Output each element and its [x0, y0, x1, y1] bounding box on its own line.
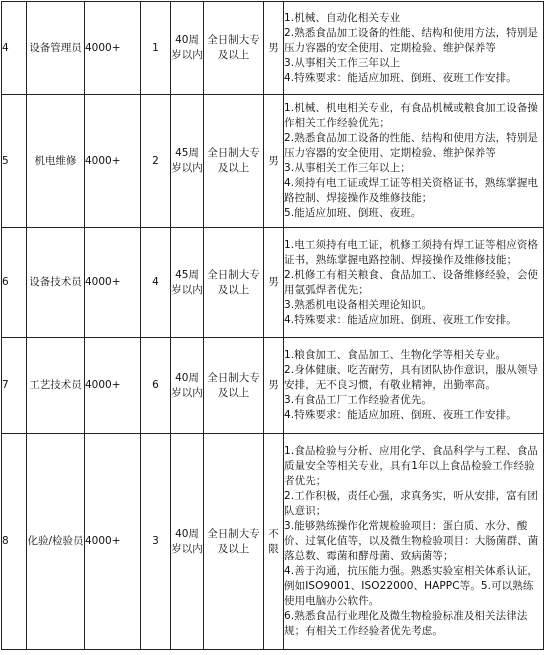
job-requirements-table	[1, 1, 544, 650]
gender: 男	[264, 228, 284, 338]
requirement-item: 1.机械、机电相关专业，有食品机械或粮食加工设备操作相关工作经验优先；	[284, 102, 539, 129]
requirement-item: 4.特殊要求：能适应加班、倒班、夜班工作安排。	[284, 313, 517, 326]
row-number: 7	[2, 338, 27, 434]
table-body	[2, 2, 544, 650]
requirement-item: 1.机械、自动化相关专业	[284, 11, 401, 24]
gender: 不限	[264, 434, 284, 650]
requirement-item: 4.特殊要求：能适应加班、倒班、夜班工作安排。	[284, 71, 517, 84]
requirement-item: 1.食品检验与分析、应用化学、食品科学与工程、食品质量安全等相关专业，具有1年以上食品检验工作经验者优先；	[284, 445, 539, 487]
salary: 4000+	[85, 2, 141, 95]
table-row	[2, 95, 544, 228]
requirements	[284, 434, 544, 650]
gender: 男	[264, 338, 284, 434]
requirements	[284, 228, 544, 338]
gender: 男	[264, 2, 284, 95]
salary: 4000+	[85, 95, 141, 228]
requirements	[284, 2, 544, 95]
education: 全日制大专及以上	[204, 95, 264, 228]
requirement-item: 3.能够熟练操作化常规检验项目：蛋白质、水分、酸价、过氧化值等，以及微生物检验项目：大肠菌群、菌落总数、霉菌和酵母菌、致病菌等；	[284, 520, 539, 562]
requirements	[284, 338, 544, 434]
table-row	[2, 228, 544, 338]
requirement-item: 1.粮食加工、食品加工、生物化学等相关专业。	[284, 349, 507, 361]
position-name: 化验/检验员	[27, 434, 85, 650]
table-row	[2, 2, 544, 95]
requirement-item: 3.熟悉机电设备相关理论知识。	[284, 298, 433, 311]
table-row	[2, 338, 544, 434]
requirement-item: 4.善于沟通，抗压能力强。熟悉实验室相关体系认证，例如ISO9001、ISO22000、HAPPC等。5.可以熟练使用电脑办公软件。	[284, 565, 539, 607]
education: 全日制大专及以上	[204, 2, 264, 95]
salary: 4000+	[85, 228, 141, 338]
headcount: 2	[141, 95, 171, 228]
position-name: 设备管理员	[27, 2, 85, 95]
row-number: 6	[2, 228, 27, 338]
row-number: 8	[2, 434, 27, 650]
requirement-item: 4.须持有电工证或焊工证等相关资格证书，熟练掌握电路控制、焊接操作及维修技能；	[284, 177, 539, 204]
requirement-item: 1.电工须持有电工证，机修工须持有焊工证等相应资格证书，熟练掌握电路控制、焊接操作及维修技能；	[284, 238, 539, 266]
requirement-item: 3.有食品工厂工作经验者优先。	[284, 394, 433, 406]
position-name: 设备技术员	[27, 228, 85, 338]
salary: 4000+	[85, 434, 141, 650]
age-limit: 45周岁以内	[171, 228, 204, 338]
headcount: 6	[141, 338, 171, 434]
requirement-item: 2.工作积极，责任心强，求真务实，听从安排，富有团队意识；	[284, 490, 539, 517]
headcount: 4	[141, 228, 171, 338]
requirement-item: 6.熟悉食品行业理化及微生物检验标准及相关法律法规；有相关工作经验者优先考虑。	[284, 610, 528, 637]
row-number: 4	[2, 2, 27, 95]
age-limit: 40周岁以内	[171, 338, 204, 434]
education: 全日制大专及以上	[204, 338, 264, 434]
requirement-item: 5.能适应加班、倒班、夜班。	[284, 207, 422, 219]
gender: 男	[264, 95, 284, 228]
requirement-item: 2.熟悉食品加工设备的性能、结构和使用方法，特别是压力容器的安全使用、定期检验、维护保养等	[284, 132, 539, 159]
requirement-item: 2.身体健康、吃苦耐劳，具有团队协作意识，服从领导安排，无不良习惯，有敬业精神，出勤率高。	[284, 364, 539, 391]
headcount: 3	[141, 434, 171, 650]
row-number: 5	[2, 95, 27, 228]
requirement-item: 2.机修工有相关粮食、食品加工、设备维修经验，会使用氩弧焊者优先；	[284, 268, 539, 296]
education: 全日制大专及以上	[204, 228, 264, 338]
education: 全日制大专及以上	[204, 434, 264, 650]
age-limit: 45周岁以内	[171, 95, 204, 228]
headcount: 1	[141, 2, 171, 95]
table-row	[2, 434, 544, 650]
age-limit: 40周岁以内	[171, 2, 204, 95]
requirement-item: 4.特殊要求：能适应加班、倒班、夜班工作安排。	[284, 409, 517, 421]
position-name: 机电维修	[27, 95, 85, 228]
requirement-item: 3.从事相关工作三年以上	[284, 56, 401, 69]
position-name: 工艺技术员	[27, 338, 85, 434]
salary: 4000+	[85, 338, 141, 434]
requirement-item: 2.熟悉食品加工设备的性能、结构和使用方法，特别是压力容器的安全使用、定期检验、维护保养等	[284, 26, 539, 54]
age-limit: 40周岁以内	[171, 434, 204, 650]
requirement-item: 3.从事相关工作三年以上；	[284, 162, 411, 174]
requirements	[284, 95, 544, 228]
